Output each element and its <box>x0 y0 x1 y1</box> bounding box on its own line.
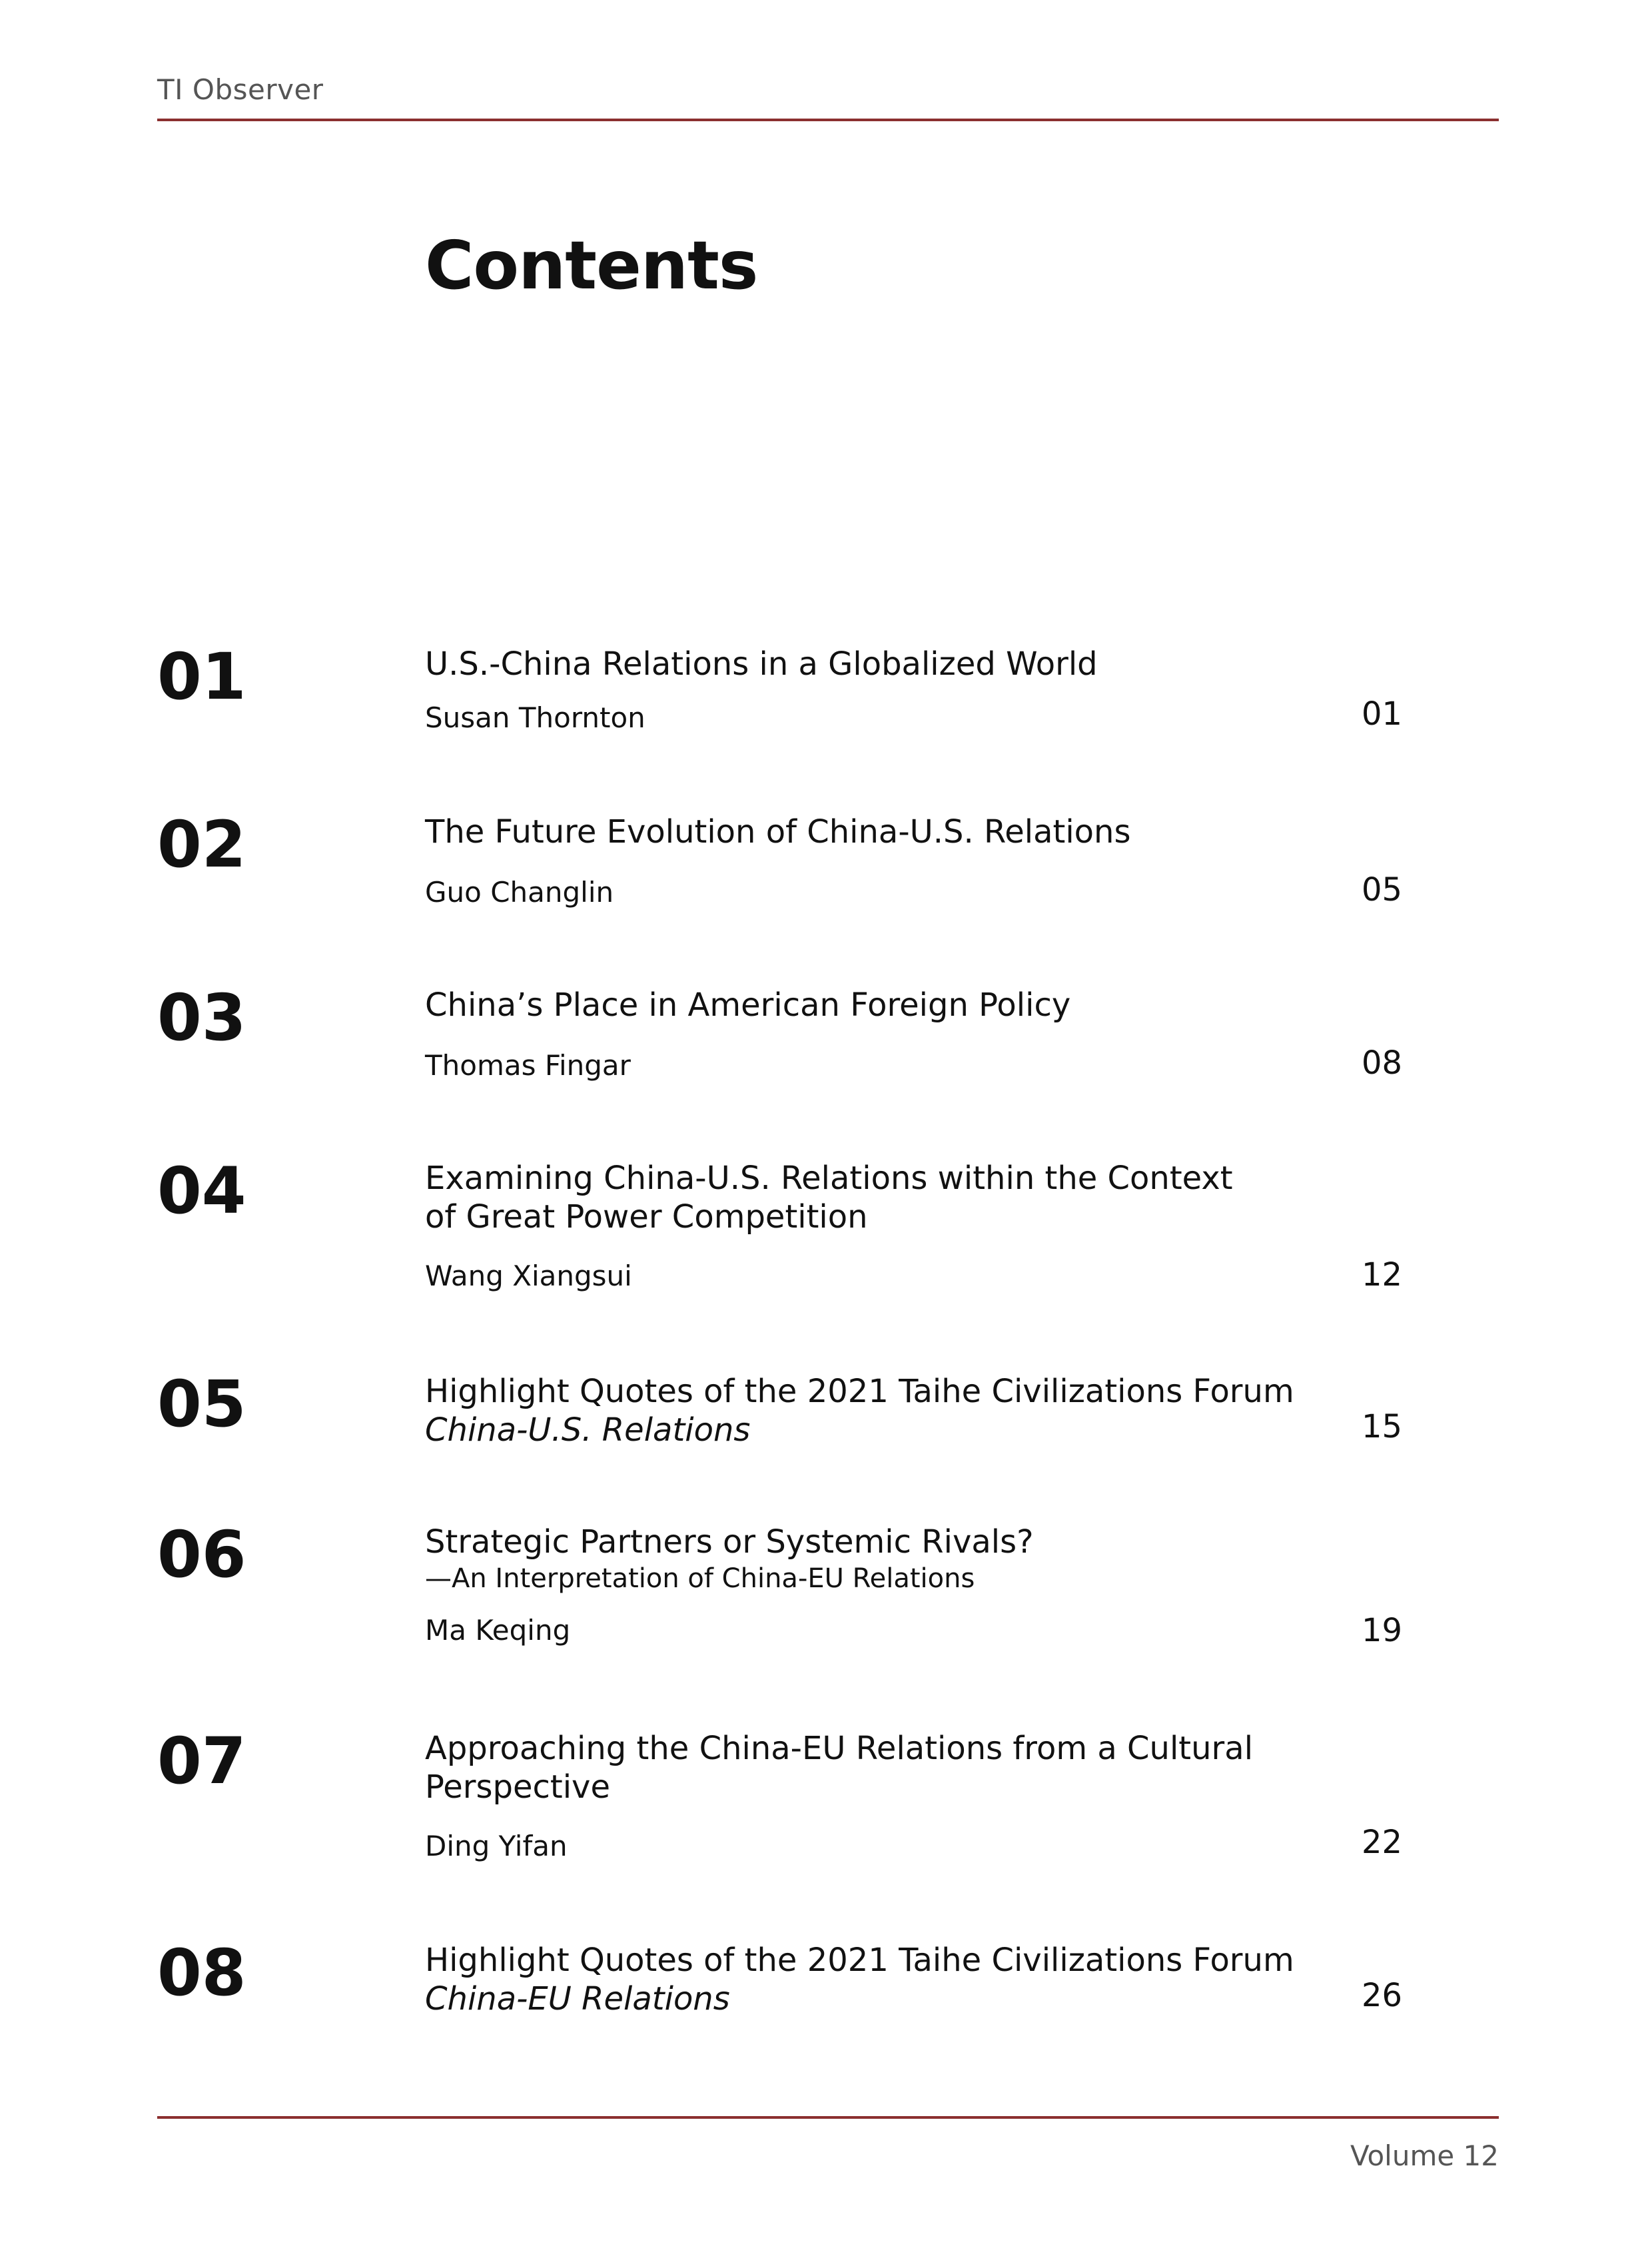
entry-title-line-1[interactable]: Examining China-U.S. Relations within the Context <box>425 1160 1233 1197</box>
entry-page-number[interactable]: 12 <box>1362 1256 1403 1294</box>
entry-body <box>425 1372 1324 1449</box>
entry-page-number[interactable]: 26 <box>1362 1977 1403 2014</box>
entry-page-number[interactable]: 01 <box>1362 695 1403 733</box>
header-divider <box>157 119 1499 121</box>
entry-title-line-2[interactable]: of Great Power Competition <box>425 1198 868 1236</box>
entry-body <box>425 813 1324 910</box>
entry-page-number[interactable]: 15 <box>1362 1408 1403 1445</box>
entry-author: Wang Xiangsui <box>425 1260 632 1292</box>
publication-name: TI Observer <box>157 73 324 106</box>
entry-title[interactable]: Strategic Partners or Systemic Rivals? <box>425 1523 1034 1561</box>
entry-author: Ding Yifan <box>425 1830 568 1862</box>
entry-page-number[interactable]: 22 <box>1362 1824 1403 1861</box>
entry-body <box>425 986 1324 1083</box>
entry-number: 03 <box>157 980 246 1055</box>
entry-body <box>425 1523 1324 1648</box>
entry-number: 01 <box>157 639 246 714</box>
volume-label: Volume 12 <box>1350 2139 1499 2172</box>
entry-title[interactable]: Highlight Quotes of the 2021 Taihe Civilizations Forum <box>425 1373 1294 1410</box>
entry-title-line-2[interactable]: Perspective <box>425 1768 610 1806</box>
entry-title[interactable]: U.S.-China Relations in a Globalized World <box>425 645 1098 683</box>
entry-title-line-1[interactable]: Approaching the China-EU Relations from a Cultural <box>425 1730 1254 1767</box>
entry-body <box>425 645 1324 735</box>
entry-author: Ma Keqing <box>425 1614 571 1647</box>
entry-number: 04 <box>157 1154 246 1228</box>
entry-number: 06 <box>157 1517 246 1592</box>
entry-page-number[interactable]: 05 <box>1362 871 1403 909</box>
entry-body <box>425 1941 1324 2018</box>
entry-body <box>425 1159 1324 1294</box>
entry-title[interactable]: Highlight Quotes of the 2021 Taihe Civilizations Forum <box>425 1942 1294 1979</box>
entry-subtitle: —An Interpretation of China-EU Relations <box>425 1563 975 1594</box>
entry-number: 02 <box>157 807 246 882</box>
entry-title[interactable]: The Future Evolution of China-U.S. Relations <box>425 813 1131 851</box>
entry-page-number[interactable]: 19 <box>1362 1612 1403 1649</box>
entry-author: Thomas Fingar <box>425 1049 631 1082</box>
entry-author: Guo Changlin <box>425 876 614 909</box>
entry-page-number[interactable]: 08 <box>1362 1044 1403 1082</box>
entry-topic: China-EU Relations <box>425 1980 730 2018</box>
entry-number: 07 <box>157 1724 246 1798</box>
entry-number: 08 <box>157 1936 246 2010</box>
page-title: Contents <box>425 226 758 304</box>
entry-author: Susan Thornton <box>425 701 645 734</box>
entry-topic: China-U.S. Relations <box>425 1411 751 1449</box>
footer-divider <box>157 2116 1499 2119</box>
entry-title[interactable]: China’s Place in American Foreign Policy <box>425 986 1071 1024</box>
entry-body <box>425 1729 1324 1864</box>
entry-number: 05 <box>157 1367 246 1441</box>
